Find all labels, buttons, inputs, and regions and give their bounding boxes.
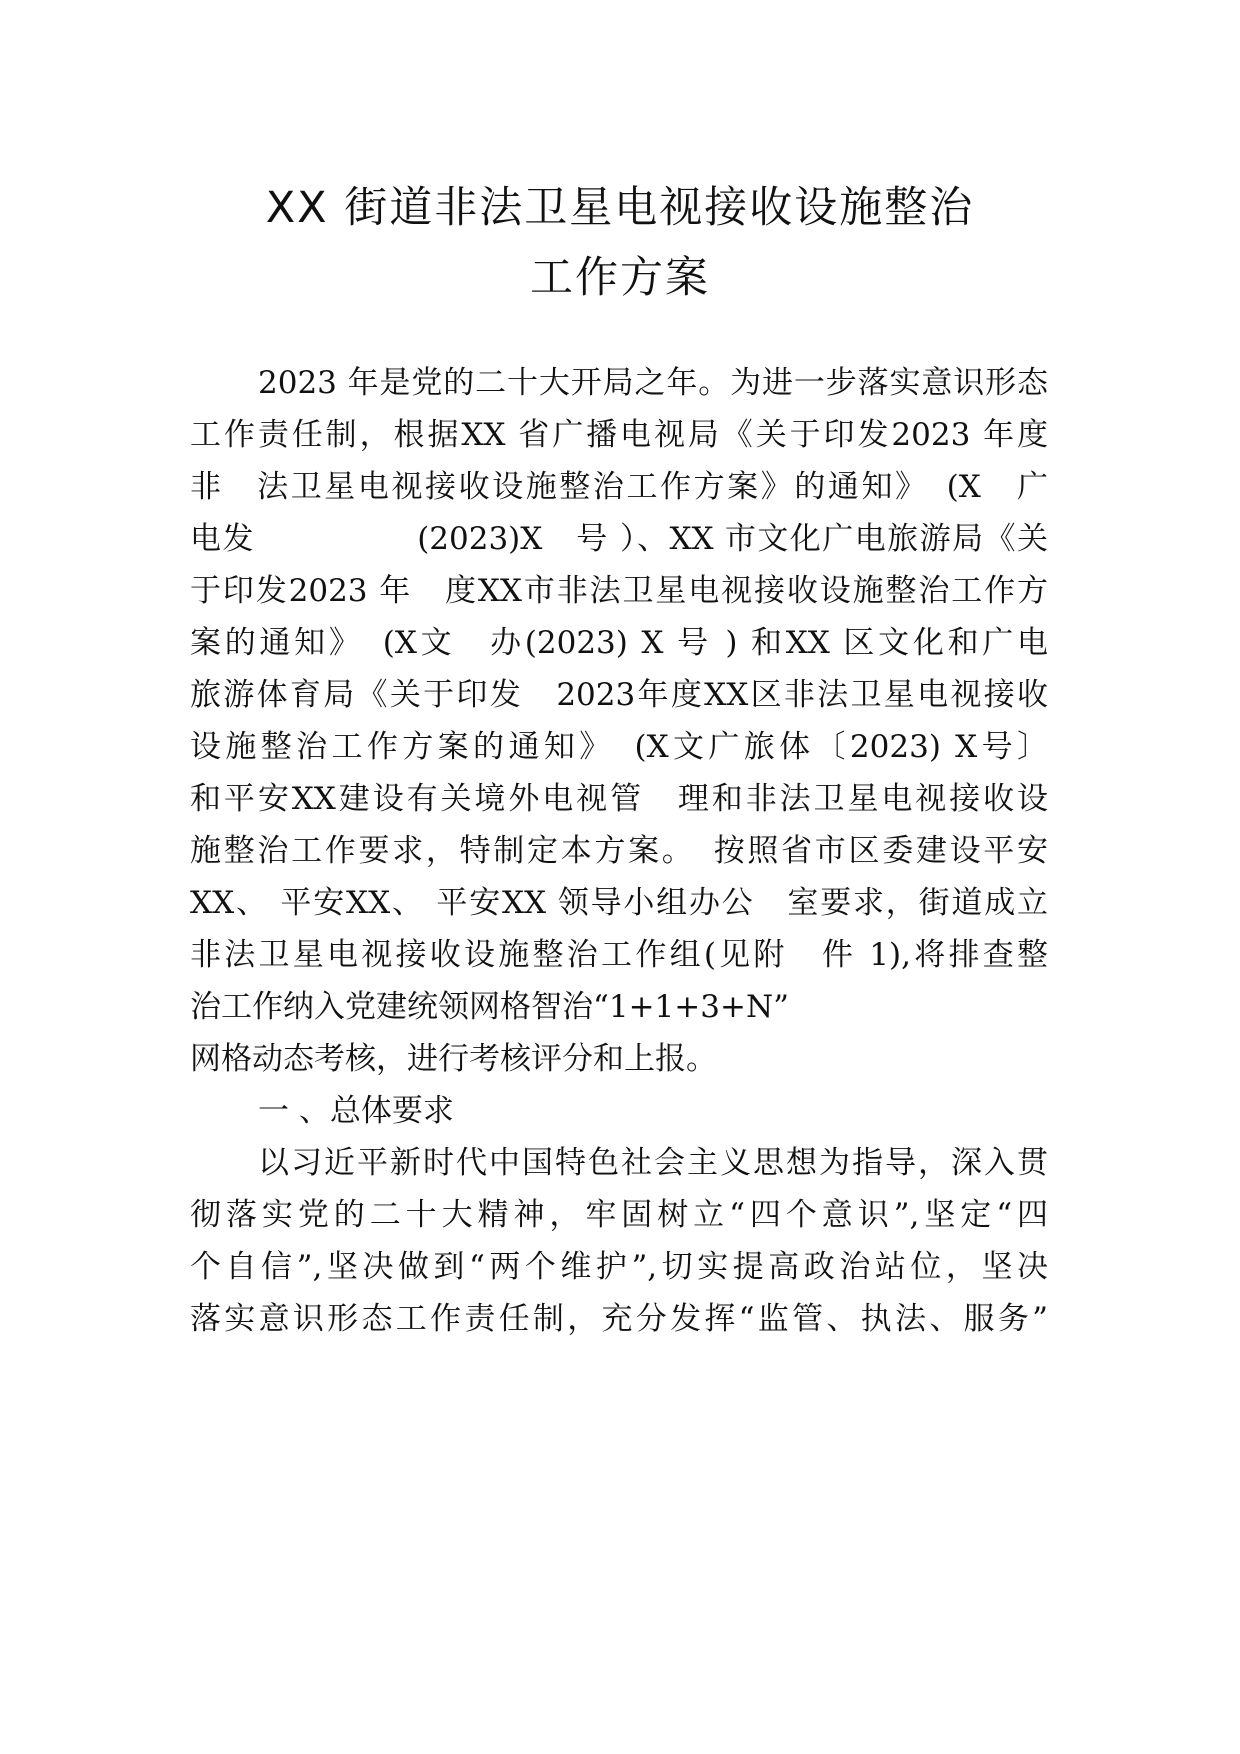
document-title-line-1: XX 街道非法卫星电视接收设施整治 [265,183,975,233]
intro-line: 旅游体育局《关于印发 2023年度XX区非法卫星电视接收 [190,677,1048,713]
section-body-line: 彻落实党的二十大精神，牢固树立“四个意识”,坚定“四 [190,1197,1048,1233]
section-body-line: 以习近平新时代中国特色社会主义思想为指导，深入贯 [258,1145,1048,1181]
section-body-line: 落实意识形态工作责任制，充分发挥“监管、执法、服务” [190,1301,1048,1337]
intro-line: 和平安XX建设有关境外电视管 理和非法卫星电视接收设 [190,781,1048,817]
intro-line: 案的通知》 (X文 办(2023) X 号 ) 和XX 区文化和广电 [190,625,1048,661]
intro-line: 治工作纳入党建统领网格智治“1+1+3+N” [190,989,789,1025]
section-body-line: 个自信”,坚决做到“两个维护”,切实提高政治站位，坚决 [190,1249,1048,1285]
section-heading: 一 、总体要求 [258,1093,454,1129]
intro-line: 网格动态考核，进行考核评分和上报。 [190,1041,717,1077]
intro-line: 非法卫星电视接收设施整治工作组(见附 件 1),将排查整 [190,937,1048,973]
intro-line: 设施整治工作方案的通知》 (X文广旅体〔2023) X号〕 [190,729,1048,765]
intro-line: 2023 年是党的二十大开局之年。为进一步落实意识形态 [258,365,1048,401]
intro-line: 施整治工作要求，特制定本方案。 按照省市区委建设平安 [190,833,1048,869]
document-title-line-2: 工作方案 [530,253,710,303]
intro-line: 工作责任制，根据XX 省广播电视局《关于印发2023 年度 [190,417,1048,453]
intro-line: 于印发2023 年 度XX市非法卫星电视接收设施整治工作方 [190,573,1048,609]
intro-line: 电发 (2023)X 号 ）、XX 市文化广电旅游局《关 [190,521,1048,557]
intro-line: 非 法卫星电视接收设施整治工作方案》的通知》 (X 广 [190,469,1048,505]
intro-line: XX、 平安XX、 平安XX 领导小组办公 室要求，街道成立 [190,885,1048,921]
